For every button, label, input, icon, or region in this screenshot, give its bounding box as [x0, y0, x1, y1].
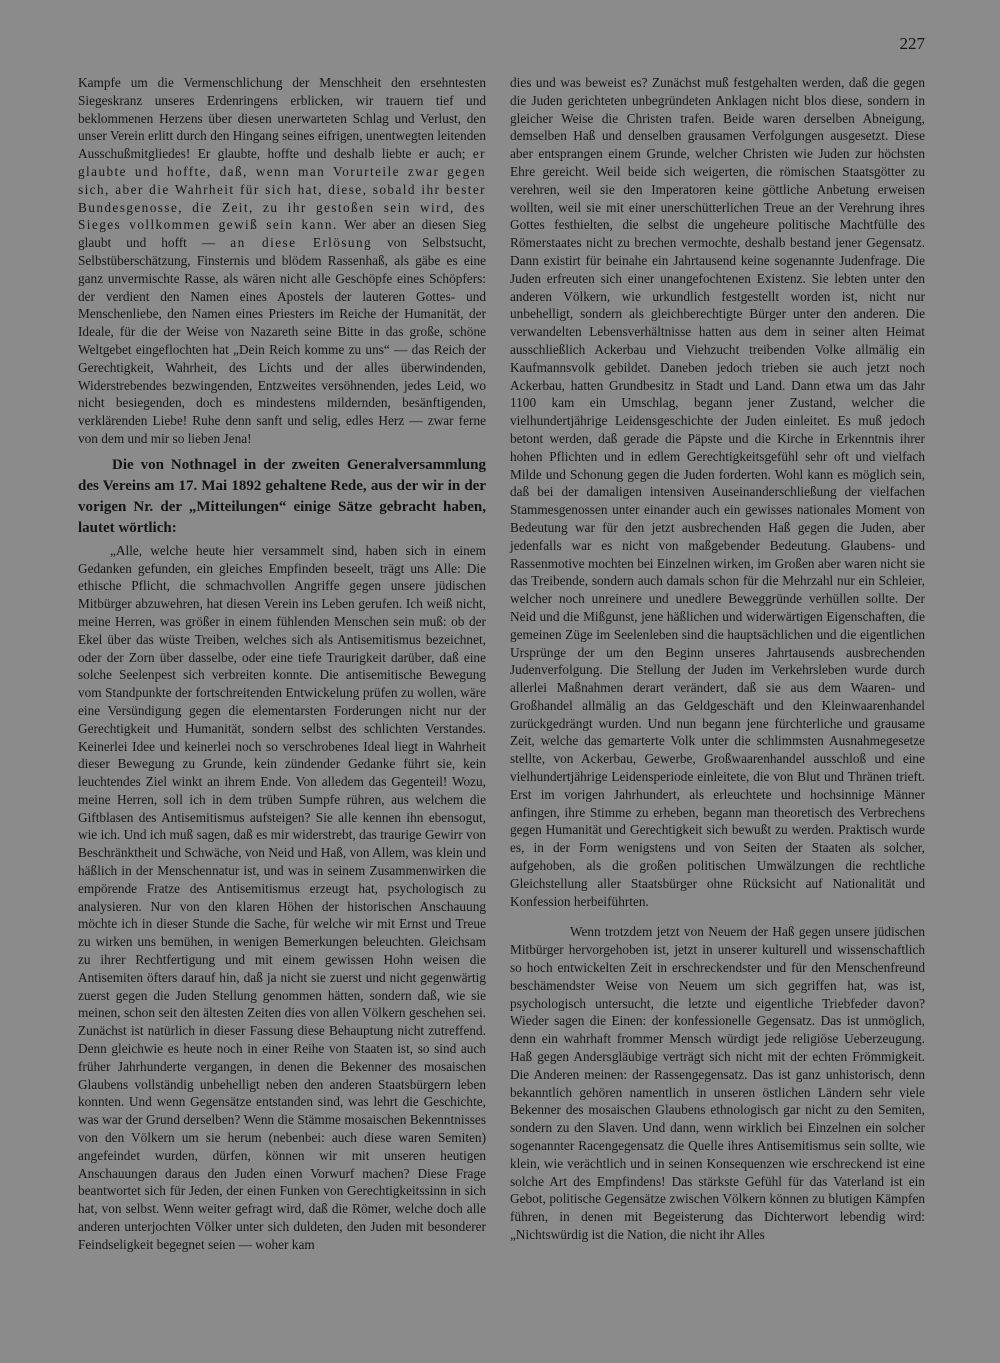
page-number: 227 [899, 34, 925, 53]
speech-paragraph: „Alle, welche heute hier versammelt sind, haben sich in einem Gedanken gefunden, ein gleiches Empfinden beseelt, trägt uns Alle: Die ethische Pflicht, die schmachvollen Angriffe gegen unsere jüdischen Mitbürger abzuwehren, hat diesen Verein ins Leben gerufen. Ich weiß nicht, meine Herren, was größer in einem fühlenden Menschen sein muß: ob der Ekel über das wüste Treiben, welches sich als Antisemitismus bezeichnet, oder der Zorn über dasselbe, oder eine tiefe Traurigkeit darüber, daß eine solche Seelenpest sich verbreiten konnte. Die antisemitische Bewegung vom Standpunkte der fortschreitenden Entwickelung prüfen zu wollen, wäre eine Versündigung gegen die elementarsten Forderungen nicht nur der Gerechtigkeit und Humanität, sondern selbst des schlichten Verstandes. Keinerlei Idee und keinerlei noch so verschrobenes Ideal liegt in Wahrheit dieser Bewegung zu Grunde, kein zündender Gedanke führt sie, kein leuchtendes Ziel winkt an ihrem Ende. Von alledem das Gegenteil! Wozu, meine Herren, soll ich in dem trüben Sumpfe rühren, aus welchem die Giftblasen des Antisemitismus aufsteigen? Sie alle kennen ihn ebensogut, wie ich. Und ich muß sagen, daß es mir widerstrebt, das traurige Gewirr von Beschränktheit und Schwäche, von Neid und Haß, von Allem, was klein und häßlich in der Menschennatur ist, und was in seinem Zusammenwirken die empörende Fratze des Antisemitismus erzeugt hat, psychologisch zu analysieren. Nur von den klaren Höhen der historischen Anschauung möchte ich in dieser Stunde die Sache, für welche wir mit Ernst und Treue zu wirken uns bemühen, in wenigen Bemerkungen beleuchten. Gleichsam zu ihrer Rechtfertigung und mit einem gewissen Hohn weisen die Antisemiten öfters darauf hin, daß ja nicht sie zuerst und nicht gegenwärtig zuerst gegen die Juden Stellung genommen hätten, sondern daß, wie sie meinen, schon seit den ältesten Zeiten dies von allen Völkern geschehen sei. Zunächst ist natürlich in dieser Fassung diese Behauptung nicht zutreffend. Denn gleichwie es heute noch in einer Reihe von Staaten ist, so sind auch früher Jahrhunderte vergangen, in denen die Bekenner des mosaischen Glaubens vollständig unbehelligt neben den anderen Staatsbürgern leben konnten. Und wenn Gegensätze entstanden sind, was lehrt die Geschichte, was war der Grund derselben? Wenn die Stämme mosaischen Bekenntnisses von den Völkern um sie herum (nebenbei: auch diese waren Semiten) angefeindet wurden, dürfen, können wir mit unseren heutigen Anschauungen daraus den Juden einen Vorwurf machen? Diese Frage beantwortet sich für Jeden, der einen Funken von Gerechtigkeitssinn in sich hat, von selbst. Wenn weiter gefragt wird, daß die Römer, welche doch alle anderen unterjochten Völker unter sich duldeten, den Juden mit besonderer Feindseligkeit begegnet seien — woher kam [78, 542, 486, 1252]
obituary-text-end: von Selbstsucht, Selbstüberschätzung, Finsternis und blödem Rassenhaß, als gäbe es eine ganz unvermischte Rasse, als wären nicht alle Geschöpfe eines Schöpfers: der verdient den Namen eines Apostels der lauteren Gottes- und Menschenliebe, den Namen eines Priesters im Reiche der Humanität, der Ideale, für die der Weise von Nazareth seine Bitte in das große, schöne Weltgebet eingeflochten hat „Dein Reich komme zu uns“ — das Reich der Gerechtigkeit, Wahrheit, des Lichts und der alles überwindenden, Widerstrebendes bezwingenden, Entzweites versöhnenden, jedes Leid, wo nicht besiegenden, doch es mindestens mildernden, besänftigenden, verklärenden Liebe! Ruhe denn sanft und selig, edles Herz — zwar ferne von dem und mir so lieben Jena! [78, 235, 486, 446]
speech-heading: Die von Nothnagel in der zweiten Generalversammlung des Vereins am 17. Mai 1892 gehaltene Rede, aus der wir in der vorigen Nr. der „Mitteilungen“ einige Sätze gebracht haben, lautet wörtlich: [78, 456, 486, 536]
obituary-text-middle: Wer aber an diesen Sieg glaubt und hofft — [78, 217, 486, 251]
obituary-paragraph [78, 74, 486, 448]
speech-paragraph-next: Wenn trotzdem jetzt von Neuem der Haß gegen unsere jüdischen Mitbürger hervorgehoben ist, jetzt in unserer kulturell und wissenschaftlich so hoch entwickelten Zeit in erschreckendster und für den Menschenfreund beschämendster Weise von Neuem um sich gegriffen hat, was ist, psychologisch untersucht, die letzte und eigentliche Triebfeder davon? Wieder sagen die Einen: der konfessionelle Gegensatz. Das ist unmöglich, denn ein wahrhaft frommer Mensch würdigt jede religiöse Ueberzeugung. Haß gegen Andersgläubige verträgt sich nicht mit der echten Frömmigkeit. Die Anderen meinen: der Rassengegensatz. Das ist ganz unhistorisch, denn bekanntlich gehören namentlich in unseren östlichen Ländern sehr viele Bekenner des mosaischen Glaubens ethnologisch gar nicht zu den Semiten, sondern zu den Slaven. Und dann, wenn wirklich bei Einzelnen ein solcher sogenannter Racengegensatz die Quelle ihres Antisemitismus sein sollte, wie klein, wie verächtlich und in seinen Konsequenzen wie erschreckend ist eine solche Art des Empfindens! Das stärkste Gefühl für das Vaterland ist ein Gebot, politische Gegensätze zwischen Völkern können zu blutigen Kämpfen führen, in denen mit Begeisterung das Dichterwort lebendig wird: „Nichtswürdig ist die Nation, die nicht ihr Alles [510, 924, 925, 1242]
obituary-text-start: Kampfe um die Vermenschlichung der Menschheit den ersehntesten Siegeskranz unseres Erdenringens erblicken, wir trauern tief und beklommenen Herzens über diesen unerwarteten Schlag und Verlust, den unser Verein erlitt durch den Hingang seines eifrigen, unentwegten leitenden Ausschußmitgliedes! Er glaubte, hoffte und deshalb liebte er auch; [78, 75, 486, 162]
right-column [510, 74, 925, 1244]
spaced-emphasis: an diese Erlösung [230, 235, 373, 251]
spaced-emphasis: er glaubte und hoffte, daß, wenn man Vorurteile zwar gegen sich, aber die Wahrheit für sich hat, diese, sobald ihr bester Bundesgenosse, die Zeit, zu ihr gestoßen sein wird, des Sieges vollkommen gewiß sein kann. [78, 146, 486, 233]
speech-paragraph-continued: dies und was beweist es? Zunächst muß festgehalten werden, daß die gegen die Juden gerichteten unbegründeten Anklagen nicht blos diese, sondern in gleicher Weise die Christen trafen. Beide waren derselben Abneigung, demselben Haß und denselben grausamen Verfolgungen ausgesetzt. Diese aber entsprangen einem Grunde, welcher Christen wie Juden zur höchsten Ehre gereicht. Weil beide sich weigerten, die römischen Staatsgötter zu verehren, weil sie den Imperatoren keine göttliche Anbetung erweisen wollten, weil sie mit einer unerschütterlichen Treue an der Verehrung ihres Gottes festhielten, die selbst die ungeheure politische Machtfülle des Römerstaates nicht zu brechen vermochte, deshalb bestand jener Gegensatz. Dann existirt für beinahe ein Jahrtausend keine sogenannte Judenfrage. Die Juden erfreuten sich einer unangefochtenen Existenz. Sie lebten unter den anderen Völkern, wie urkundlich festgestellt worden ist, nicht nur unbehelligt, sondern als gleichberechtigte Bürger unter den anderen. Die verwandelten Lebensverhältnisse hatten aus dem in seiner alten Heimat ausschließlich Ackerbau und Viehzucht treibenden Volke allmälig ein Kaufmannsvolk gebildet. Daneben jedoch trieben sie auch jetzt noch Ackerbau, hatten Grundbesitz in Stadt und Land. Dann etwa um das Jahr 1100 kam ein Umschlag, begann jener Zustand, welcher die vielhundertjährige Leidensgeschichte der Juden einleitet. Es muß jedoch betont werden, daß gerade die Päpste und die Kirche in Erkenntnis ihrer hohen Pflichten und in edlem Gerechtigkeitsgefühl sehr oft und vielfach Milde und Schonung gegen die Juden forderten. Wohl kann es möglich sein, daß bei der damaligen intensiven Auseinanderschließung der vielfachen Stammesgenossen unter einander auch ein gewisses nationales Moment von Bedeutung war für den jetzt ausbrechenden Haß gegen die Juden, aber jedenfalls war es nicht von maßgebender Bedeutung. Glaubens- und Rassenmotive mochten bei Einzelnen wirken, im Großen aber waren nicht sie das Treibende, sondern auch damals schon für die Mehrzahl nur ein Schleier, welcher noch unreinere und unedlere Beweggründe verhüllen sollte. Der Neid und die Mißgunst, jene häßlichen und widerwärtigen Eigenschaften, die gemeinen Züge im Seelenleben sind die hauptsächlichen und die eigentlichen Ursprünge der um den Beginn unseres Jahrtausends ausbrechenden Judenverfolgung. Die Stellung der Juden im Verkehrsleben wurde durch allerlei Maßnahmen derart verändert, daß sie aus dem Waaren- und Großhandel allmälig an das Geldgeschäft und den Kleinwaarenhandel zurückgedrängt wurden. Und nun begann jene fürchterliche und grausame Zeit, welche das gemarterte Volk unter die schlimmsten Ausnahmegesetze stellte, von Ackerbau, Gewerbe, Großwaarenhandel ausschloß und eine vielhundertjährige Leidensperiode einleitete, die von Blut und Thränen trieft. Erst im vorigen Jahrhundert, als erleuchtete und hochsinnige Männer anfingen, ihre Stimme zu erheben, begann man theoretisch des Verbrechens gegen Humanität und Gerechtigkeit sich bewußt zu werden. Praktisch wurde es, in der Form wenigstens und von Seiten der Staaten als solcher, aufgehoben, als die großen politischen Umwälzungen die rechtliche Gleichstellung aller Staatsbürger ohne Rücksicht auf Nationalität und Konfession herbeiführten. [510, 75, 925, 909]
left-column [78, 74, 486, 1254]
